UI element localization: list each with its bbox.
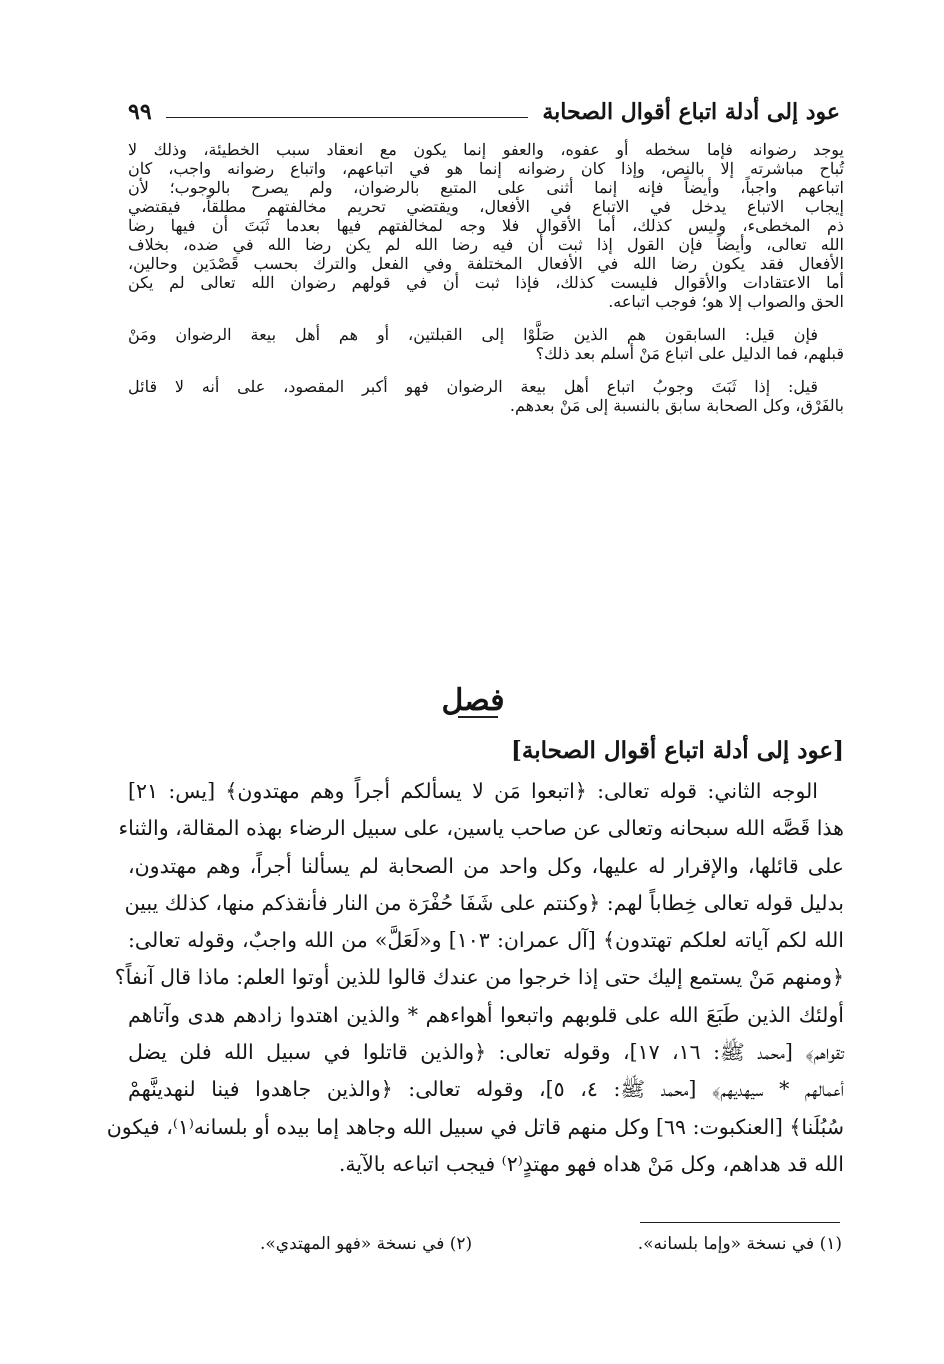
body-text-upper	[128, 140, 844, 429]
text-line: الأفعال فقد يكون رضا الله في الأفعال المختلفة وفي الفعل والترك بحسب قَصْدَين وحالين،	[128, 254, 844, 273]
text-line: الله قد هداهم، وكل مَنْ هداه فهو مهتدٍ⁽٢⁾ فيجب اتباعه بالآية.	[338, 1151, 844, 1176]
text-line: ذم المخطىء، وليس كذلك، أما الأقوال فلا وجه لمخالفتهم فيها بعدما ثَبَتَ أن فيها رضا	[128, 216, 844, 235]
section-heading: فصل	[441, 683, 505, 718]
paragraph-3	[128, 377, 844, 415]
section-heading-underline	[458, 716, 498, 718]
text-line: قيل: إذا ثَبَتَ وجوبُ اتباع أهل بيعة الرضوان فهو أكبر المقصود، على أنه لا قائل	[128, 377, 818, 396]
text-line: قبلهم، فما الدليل على اتباع مَنْ أسلم بعد ذلك؟	[535, 344, 844, 363]
body-text-lower	[106, 773, 845, 1183]
text-line: الله لكم آياته لعلكم تهتدون﴾ [آل عمران: ١٠٣] و«لَعَلَّ» من الله واجبٌ، وقوله تعالى:	[128, 928, 844, 953]
text-line: سُبُلَنا﴾ [العنكبوت: ٦٩] وكل منهم قاتل في سبيل الله وجاهد إما بيده أو بلسانه⁽١⁾، فيكون	[106, 1114, 844, 1139]
section-subheading: [عود إلى أدلة اتباع أقوال الصحابة]	[511, 737, 844, 764]
text-line: الله تعالى، وأيضاً فإن القول إذا ثبت أن فيه رضا الله لم يكن رضا الله في ضده، بخلاف	[128, 235, 844, 254]
text-line: أما الاعتقادات والأقوال فليست كذلك، فإذا ثبت أن في قولهم رضوان الله تعالى لم يكن	[128, 273, 844, 292]
text-line: اتباعهم واجباً، وأيضاً فإنه إنما أثنى على المتبع بالرضوان، ولم يصرح بالوجوب؛ لأن	[128, 178, 844, 197]
text-line: تقواهم﴾ [محمد ﷺ: ١٦، ١٧]، وقوله تعالى: ﴿والذين قاتلوا في سبيل الله فلن يضل	[128, 1040, 845, 1065]
text-line: يوجد رضوانه فإما سخطه أو عفوه، والعفو إنما يكون مع انعقاد سبب الخطيئة، وذلك لا	[128, 140, 844, 159]
paragraph-2	[128, 325, 844, 363]
text-line: الحق والصواب إلا هو؛ فوجب اتباعه.	[608, 292, 844, 311]
text-line: أعمالهم * سيهديهم﴾ [محمد ﷺ: ٤، ٥]، وقوله تعالى: ﴿والذين جاهدوا فينا لنهدينَّهمْ	[128, 1077, 844, 1102]
running-header	[128, 92, 840, 132]
text-line: ﴿ومنهم مَنْ يستمع إليك حتى إذا خرجوا من عندك قالوا للذين أوتوا العلم: ماذا قال آنفاً؟	[114, 965, 844, 990]
header-rule	[166, 117, 529, 118]
text-line: تُباح مباشرته إلا بالنص، وإذا كان رضوانه إنما هو في اتباعهم، واتباع رضوانه واجب، كان	[128, 159, 844, 178]
footnote-1: (١) في نسخة «وإما بلسانه».	[637, 1234, 842, 1254]
text-line: أولئك الذين طَبَعَ الله على قلوبهم واتبعوا أهواءهم * والذين اهتدوا زادهم هدى وآتاهم	[128, 1002, 844, 1027]
text-line: فإن قيل: السابقون هم الذين صَلَّوْا إلى القبلتين، أو هم أهل بيعة الرضوان ومَنْ	[128, 325, 818, 344]
footnote-2: (٢) في نسخة «فهو المهتدي».	[260, 1234, 473, 1254]
paragraph-1	[128, 140, 844, 311]
text-line: الوجه الثاني: قوله تعالى: ﴿اتبعوا مَن لا يسألكم أجراً وهم مهتدون﴾ [يس: ٢١]	[128, 779, 818, 803]
page-number: ٩٩	[128, 99, 152, 125]
text-line: هذا قَصَّه الله سبحانه وتعالى عن صاحب ياسين، على سبيل الرضاء بهذه المقالة، والثناء	[118, 816, 844, 841]
footnote-rule	[640, 1222, 840, 1223]
text-line: بدليل قوله تعالى خِطاباً لهم: ﴿وكنتم على شَفَا حُفْرَة من النار فأنقذكم منها، كذلك يبين	[124, 890, 844, 915]
text-line: إيجاب الاتباع يدخل في الاتباع في الأفعال، ويقتضي تحريم مخالفتهم مطلقاً، فيقتضي	[128, 197, 844, 216]
footnotes	[260, 1234, 842, 1254]
text-line: على قائلها، والإقرار له عليها، وكل واحد من الصحابة لم يسألنا أجراً، وهم مهتدون،	[128, 853, 844, 878]
running-title: عود إلى أدلة اتباع أقوال الصحابة	[542, 99, 840, 125]
text-line: بالفَرْق، وكل الصحابة سابق بالنسبة إلى مَنْ بعدهم.	[509, 396, 844, 415]
